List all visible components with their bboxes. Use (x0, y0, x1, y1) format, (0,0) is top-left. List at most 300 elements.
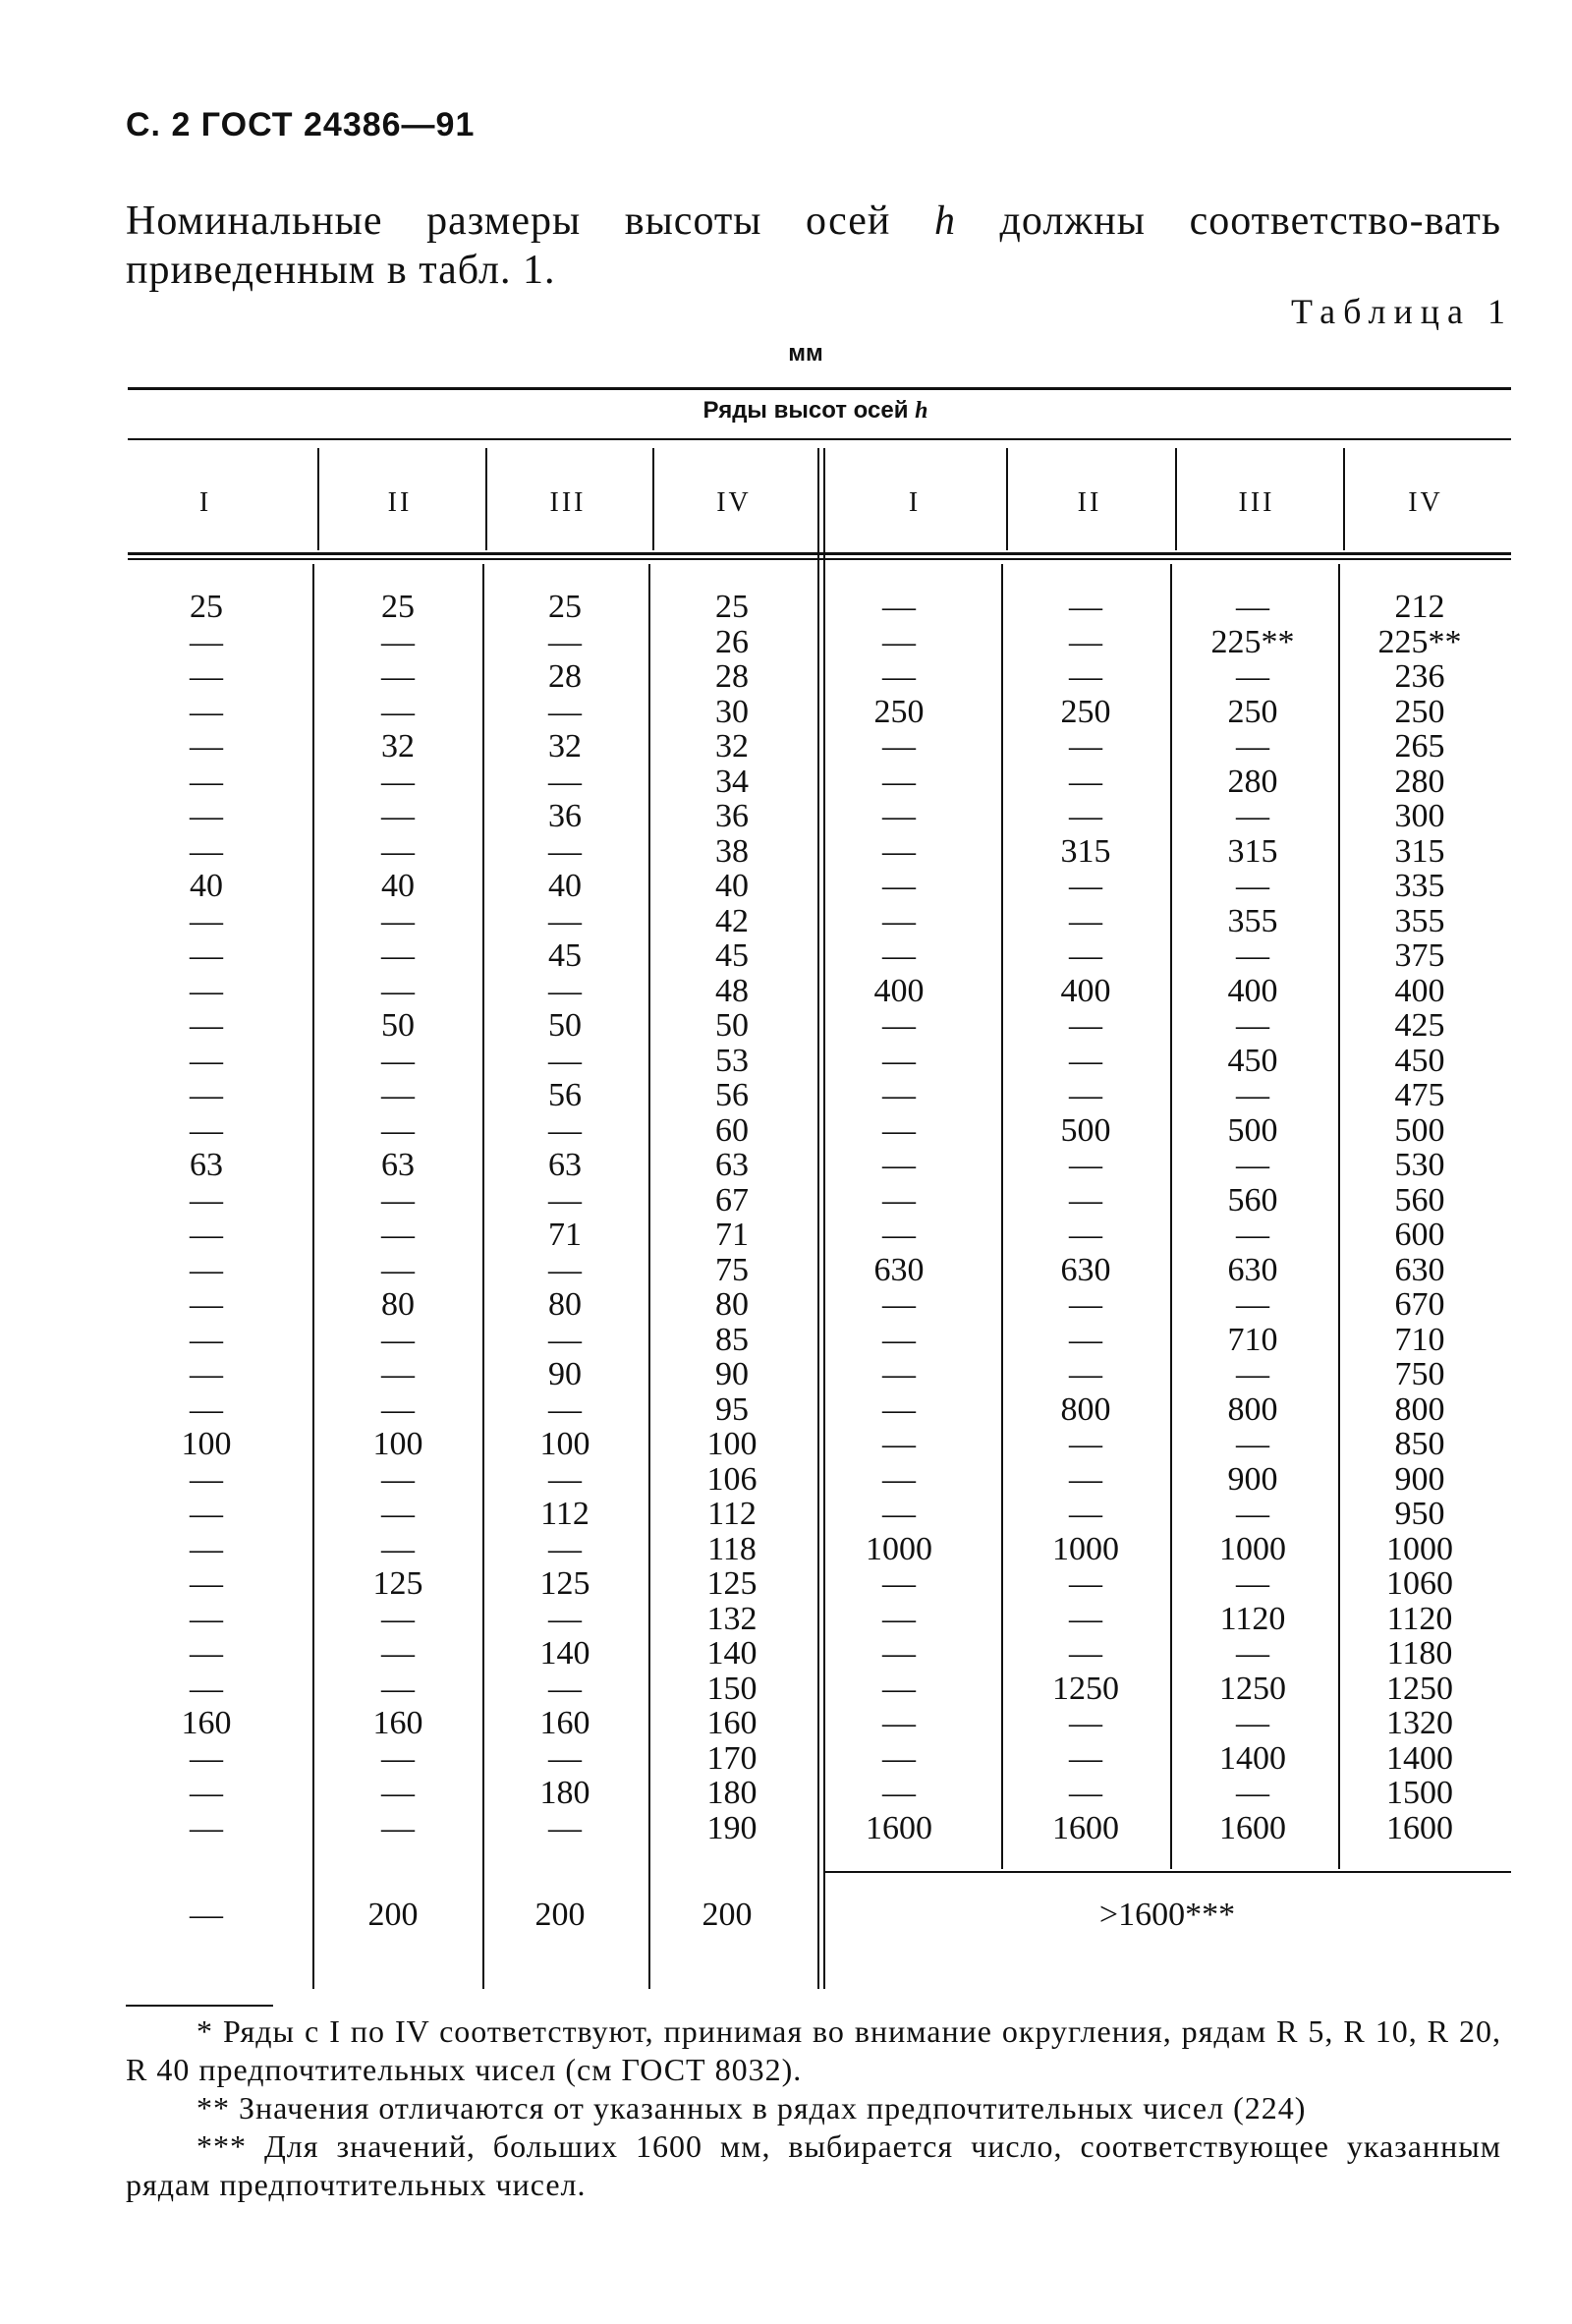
table-cell: 100 (372, 1426, 423, 1462)
table-cell: 125 (539, 1565, 590, 1602)
table-cell: 400 (873, 972, 925, 1009)
table-cell: — (1236, 1565, 1269, 1602)
table-cell: — (190, 623, 223, 660)
table-cell: 280 (1227, 763, 1278, 800)
table-cell: 900 (1227, 1460, 1278, 1498)
col-divider (1006, 448, 1008, 550)
table-cell: — (381, 1496, 415, 1532)
table-cell: — (190, 658, 223, 695)
table-cell: — (548, 1670, 582, 1707)
table-cell: 400 (1060, 972, 1111, 1009)
col-header-left-1: I (198, 487, 212, 518)
table-cell: 60 (715, 1111, 749, 1149)
table-cell: 63 (190, 1147, 223, 1183)
table-cell: 106 (706, 1460, 758, 1498)
table-cell: — (1236, 1147, 1269, 1183)
table-cell: 30 (715, 693, 749, 730)
table-cell: — (190, 763, 223, 800)
table-cell: — (1236, 937, 1269, 974)
table-cell: 1250 (1052, 1670, 1119, 1707)
table-cell: 630 (1060, 1251, 1111, 1288)
table-cell: 67 (715, 1181, 749, 1219)
table-cell: 42 (715, 902, 749, 939)
table-cell: 160 (706, 1705, 758, 1741)
table-cell: — (1236, 798, 1269, 834)
table-cell: — (1069, 1600, 1102, 1637)
table-cell: — (1069, 763, 1102, 800)
table-cell: — (190, 972, 223, 1009)
table-cell: — (882, 798, 916, 834)
table-cell: — (1236, 589, 1269, 625)
table-cell: — (882, 937, 916, 974)
table-cell: — (381, 972, 415, 1009)
table-cell: — (190, 1181, 223, 1219)
table-cell: — (1069, 1042, 1102, 1079)
table-cell: — (548, 832, 582, 870)
table-cell: 25 (190, 589, 223, 625)
table-cell: 800 (1227, 1390, 1278, 1428)
table-cell: 180 (706, 1775, 758, 1811)
table-cell: — (1069, 798, 1102, 834)
table-cell: — (882, 1321, 916, 1358)
table-cell: 1120 (1386, 1600, 1453, 1637)
table-cell: — (1069, 1147, 1102, 1183)
table-cell: — (548, 693, 582, 730)
table-cell: 560 (1394, 1181, 1445, 1219)
table-cell: — (882, 902, 916, 939)
table-cell: 50 (548, 1007, 582, 1044)
table-cell: 1600 (866, 1809, 932, 1846)
table-cell: 25 (381, 589, 415, 625)
table-cell: — (548, 1042, 582, 1079)
table-cell: 150 (706, 1670, 758, 1707)
table-cell: — (882, 1042, 916, 1079)
table-cell: 36 (715, 798, 749, 834)
table-cell: 100 (539, 1426, 590, 1462)
table-cell: 50 (715, 1007, 749, 1044)
table-cell: 400 (1394, 972, 1445, 1009)
table-cell: — (190, 693, 223, 730)
table-cell: 28 (715, 658, 749, 695)
table-cell: — (1069, 658, 1102, 695)
table-cell: 1400 (1386, 1739, 1453, 1777)
table-cell: 32 (715, 728, 749, 765)
table-cell: — (548, 1321, 582, 1358)
table-cell: 26 (715, 623, 749, 660)
col-divider (317, 448, 319, 550)
table-cell: 32 (548, 728, 582, 765)
table-cell: 40 (381, 868, 415, 904)
table-cell: 125 (372, 1565, 423, 1602)
footnote-rule (126, 2005, 273, 2007)
intro-symbol-h: h (933, 198, 956, 244)
table-cell: — (882, 763, 916, 800)
table-cell: — (381, 1356, 415, 1392)
table-cell: 75 (715, 1251, 749, 1288)
table-cell: — (882, 1390, 916, 1428)
footnotes (126, 2012, 1501, 2204)
table-cell: — (548, 1600, 582, 1637)
table-cell: 335 (1394, 868, 1445, 904)
table-cell: 500 (1227, 1111, 1278, 1149)
table-cell: — (1069, 1460, 1102, 1498)
table-cell: 1320 (1386, 1705, 1453, 1741)
table-cell: — (381, 832, 415, 870)
table-cell: 1600 (1052, 1809, 1119, 1846)
col-left-3 (481, 590, 648, 1845)
table-cell: 1000 (866, 1530, 932, 1567)
tail-cell-left-2: 200 (367, 1897, 419, 1933)
table-cell: 212 (1394, 589, 1445, 625)
col-header-right-2: II (1077, 487, 1102, 518)
table-cell: 40 (190, 868, 223, 904)
table-cell: — (1069, 1007, 1102, 1044)
table-cell: — (190, 1356, 223, 1392)
col-left-2 (314, 590, 481, 1845)
header-bottom-rule (128, 552, 1511, 555)
table-cell: — (882, 1775, 916, 1811)
footnote-1: * Ряды с I по IV соответствуют, принимая во внимание округления, рядам R 5, R 10, R 20, R 40 предпочтительных чисел (см ГОСТ 8032). (126, 2013, 1501, 2087)
table-top-rule (128, 387, 1511, 390)
table-cell: 100 (181, 1426, 232, 1462)
table-cell: — (381, 763, 415, 800)
right-tail-rule (823, 1871, 1511, 1873)
col-header-right-3: III (1238, 487, 1275, 518)
table-cell: 1400 (1219, 1739, 1286, 1777)
table-cell: 40 (548, 868, 582, 904)
table-cell: 600 (1394, 1217, 1445, 1253)
table-cell: — (882, 1670, 916, 1707)
table-cell: — (548, 1530, 582, 1567)
col-left-1 (123, 590, 290, 1845)
table-cell: — (882, 623, 916, 660)
table-cell: — (381, 1077, 415, 1113)
table-cell: 475 (1394, 1077, 1445, 1113)
table-cell: — (190, 1077, 223, 1113)
table-cell: 71 (715, 1217, 749, 1253)
table-cell: — (548, 1181, 582, 1219)
col-divider (652, 448, 654, 550)
table-cell: 45 (715, 937, 749, 974)
table-cell: 85 (715, 1321, 749, 1358)
table-cell: 1250 (1386, 1670, 1453, 1707)
table-cell: — (548, 972, 582, 1009)
table-cell: — (190, 1496, 223, 1532)
table-cell: — (381, 1181, 415, 1219)
table-cell: — (1069, 1496, 1102, 1532)
table-cell: 32 (381, 728, 415, 765)
table-cell: 80 (715, 1286, 749, 1323)
table-cell: — (1236, 658, 1269, 695)
table-cell: — (381, 1251, 415, 1288)
table-unit: мм (788, 340, 823, 367)
table-cell: — (1236, 1286, 1269, 1323)
group-header-rule (128, 438, 1511, 440)
col-header-left-2: II (387, 487, 413, 518)
table-cell: 125 (706, 1565, 758, 1602)
table-cell: — (548, 1809, 582, 1846)
table-cell: — (381, 1739, 415, 1777)
table-cell: — (1236, 1007, 1269, 1044)
col-divider (485, 448, 487, 550)
table-cell: — (882, 1286, 916, 1323)
table-cell: 710 (1394, 1321, 1445, 1358)
table-cell: — (1236, 868, 1269, 904)
table-cell: — (548, 1111, 582, 1149)
table-cell: — (190, 798, 223, 834)
table-cell: — (190, 1007, 223, 1044)
tail-cell-right-merged: >1600*** (1098, 1897, 1236, 1933)
tail-cell-left-1: — (190, 1897, 223, 1933)
table-cell: 1060 (1386, 1565, 1453, 1602)
table-cell: — (190, 1460, 223, 1498)
table-cell: 630 (1227, 1251, 1278, 1288)
table-cell: 355 (1394, 902, 1445, 939)
table-cell: — (548, 1390, 582, 1428)
table-cell: — (381, 1042, 415, 1079)
table-cell: 112 (707, 1496, 757, 1532)
table-cell: 180 (539, 1775, 590, 1811)
table-cell: 160 (181, 1705, 232, 1741)
table-cell: 140 (539, 1635, 590, 1672)
table-cell: 50 (381, 1007, 415, 1044)
table-cell: — (381, 1670, 415, 1707)
table-cell: — (882, 1077, 916, 1113)
table-cell: — (1069, 902, 1102, 939)
table-cell: 45 (548, 937, 582, 974)
table-cell: — (882, 1217, 916, 1253)
table-cell: — (1236, 728, 1269, 765)
table-cell: — (1069, 937, 1102, 974)
table-cell: 63 (548, 1147, 582, 1183)
table-cell: — (190, 1530, 223, 1567)
intro-text-end: должны соответство-вать приведенным в табл. 1. (126, 198, 1501, 293)
table-cell: 1120 (1219, 1600, 1286, 1637)
table-cell: — (190, 1775, 223, 1811)
col-right-1 (815, 590, 982, 1845)
table-cell: — (882, 589, 916, 625)
table-cell: — (381, 798, 415, 834)
table-cell: 80 (381, 1286, 415, 1323)
table-cell: — (882, 728, 916, 765)
table-cell: 56 (715, 1077, 749, 1113)
table-cell: — (381, 623, 415, 660)
table-cell: 112 (540, 1496, 590, 1532)
table-cell: 53 (715, 1042, 749, 1079)
table-cell: — (1069, 1217, 1102, 1253)
col-header-right-1: I (908, 487, 922, 518)
table-cell: 80 (548, 1286, 582, 1323)
table-cell: — (1236, 1356, 1269, 1392)
footnote-2: ** Значения отличаются от указанных в рядах предпочтительных чисел (224) (196, 2090, 1307, 2126)
table-cell: — (1069, 1286, 1102, 1323)
table-cell: — (882, 1600, 916, 1637)
table-cell: — (1069, 1356, 1102, 1392)
table-cell: 38 (715, 832, 749, 870)
table-cell: 400 (1227, 972, 1278, 1009)
table-cell: 670 (1394, 1286, 1445, 1323)
table-cell: 800 (1394, 1390, 1445, 1428)
table-cell: — (1236, 1635, 1269, 1672)
table-cell: 225** (1377, 623, 1462, 660)
table-cell: — (1069, 868, 1102, 904)
table-cell: — (190, 1670, 223, 1707)
table-cell: — (1069, 1565, 1102, 1602)
table-cell: — (1069, 623, 1102, 660)
col-left-4 (648, 590, 815, 1845)
table-cell: 710 (1227, 1321, 1278, 1358)
table-cell: — (882, 1460, 916, 1498)
table-cell: — (1236, 1775, 1269, 1811)
table-cell: 90 (715, 1356, 749, 1392)
table-cell: 375 (1394, 937, 1445, 974)
table-cell: — (1069, 728, 1102, 765)
table-cell: — (381, 937, 415, 974)
table-cell: 170 (706, 1739, 758, 1777)
table-cell: — (190, 1111, 223, 1149)
table-cell: — (190, 1600, 223, 1637)
table-cell: — (381, 1460, 415, 1498)
table-cell: — (381, 1775, 415, 1811)
table-cell: 63 (715, 1147, 749, 1183)
table-cell: 1180 (1386, 1635, 1453, 1672)
table-cell: 630 (873, 1251, 925, 1288)
group-header-symbol: h (915, 398, 928, 424)
table-cell: — (381, 1111, 415, 1149)
table-cell: 1250 (1219, 1670, 1286, 1707)
table-cell: 300 (1394, 798, 1445, 834)
table-cell: — (190, 1042, 223, 1079)
table-cell: 265 (1394, 728, 1445, 765)
table-cell: — (1069, 1426, 1102, 1462)
table-cell: 160 (539, 1705, 590, 1741)
table-cell: 118 (707, 1530, 757, 1567)
table-cell: — (882, 1356, 916, 1392)
table-cell: — (548, 1739, 582, 1777)
table-cell: 250 (1227, 693, 1278, 730)
intro-paragraph (126, 197, 1501, 295)
tail-cell-left-4: 200 (702, 1897, 753, 1933)
table-cell: — (882, 1007, 916, 1044)
table-cell: — (381, 1635, 415, 1672)
table-cell: 250 (1394, 693, 1445, 730)
col-header-right-4: IV (1408, 487, 1443, 518)
table-cell: — (190, 937, 223, 974)
col-right-2 (1002, 590, 1169, 1845)
table-cell: — (548, 1460, 582, 1498)
table-cell: — (381, 902, 415, 939)
table-cell: — (882, 1496, 916, 1532)
table-cell: 630 (1394, 1251, 1445, 1288)
table-cell: 530 (1394, 1147, 1445, 1183)
table-cell: 236 (1394, 658, 1445, 695)
table-cell: 280 (1394, 763, 1445, 800)
table-cell: 95 (715, 1390, 749, 1428)
table-cell: 132 (706, 1600, 758, 1637)
table-cell: — (190, 1809, 223, 1846)
table-cell: — (882, 1181, 916, 1219)
table-cell: 71 (548, 1217, 582, 1253)
col-right-4 (1336, 590, 1503, 1845)
table-cell: — (1069, 1181, 1102, 1219)
table-cell: 315 (1394, 832, 1445, 870)
table-cell: — (1069, 1775, 1102, 1811)
table-cell: 800 (1060, 1390, 1111, 1428)
table-cell: — (1236, 1705, 1269, 1741)
intro-text-start: Номинальные размеры высоты осей (126, 198, 934, 244)
table-cell: 450 (1227, 1042, 1278, 1079)
table-cell: — (381, 1600, 415, 1637)
col-header-left-4: IV (716, 487, 752, 518)
table-cell: 63 (381, 1147, 415, 1183)
table-cell: 40 (715, 868, 749, 904)
table-cell: 1000 (1386, 1530, 1453, 1567)
table-cell: — (548, 902, 582, 939)
table-cell: 190 (706, 1809, 758, 1846)
table-cell: — (882, 1565, 916, 1602)
table-cell: — (882, 832, 916, 870)
tail-cell-left-3: 200 (534, 1897, 586, 1933)
table-cell: 900 (1394, 1460, 1445, 1498)
table-cell: 315 (1060, 832, 1111, 870)
table-cell: 250 (1060, 693, 1111, 730)
table-cell: — (381, 693, 415, 730)
group-header-text: Ряды высот осей (702, 397, 916, 424)
table-cell: 90 (548, 1356, 582, 1392)
table-cell: — (548, 623, 582, 660)
table-cell: — (381, 658, 415, 695)
table-cell: — (190, 728, 223, 765)
table-cell: 140 (706, 1635, 758, 1672)
table-cell: — (1069, 1077, 1102, 1113)
table-cell: — (1236, 1426, 1269, 1462)
table-cell: — (882, 868, 916, 904)
table-cell: 425 (1394, 1007, 1445, 1044)
table-cell: — (882, 1147, 916, 1183)
table-cell: — (882, 1739, 916, 1777)
table-cell: 160 (372, 1705, 423, 1741)
table-cell: — (882, 1635, 916, 1672)
table-cell: 36 (548, 798, 582, 834)
table-cell: — (1236, 1077, 1269, 1113)
table-cell: — (190, 1565, 223, 1602)
table-caption: Таблица 1 (1291, 292, 1513, 331)
table-cell: 560 (1227, 1181, 1278, 1219)
table-cell: 56 (548, 1077, 582, 1113)
table-cell: 950 (1394, 1496, 1445, 1532)
footnote-3: *** Для значений, больших 1600 мм, выбирается число, соответствующее указанным рядам предпочтительных чисел. (126, 2128, 1501, 2202)
table-cell: — (882, 1705, 916, 1741)
table-cell: 315 (1227, 832, 1278, 870)
table-cell: — (190, 1635, 223, 1672)
table-cell: 355 (1227, 902, 1278, 939)
table-cell: 250 (873, 693, 925, 730)
table-cell: 750 (1394, 1356, 1445, 1392)
table-cell: 28 (548, 658, 582, 695)
table-cell: — (190, 1217, 223, 1253)
table-cell: 500 (1394, 1111, 1445, 1149)
table-cell: 1000 (1052, 1530, 1119, 1567)
table-cell: — (381, 1390, 415, 1428)
col-divider (1343, 448, 1345, 550)
table-cell: — (1069, 589, 1102, 625)
table-cell: 1600 (1219, 1809, 1286, 1846)
table-cell: — (1069, 1321, 1102, 1358)
col-right-3 (1169, 590, 1336, 1845)
table-cell: — (190, 1739, 223, 1777)
table-cell: — (1069, 1635, 1102, 1672)
table-cell: — (882, 1111, 916, 1149)
